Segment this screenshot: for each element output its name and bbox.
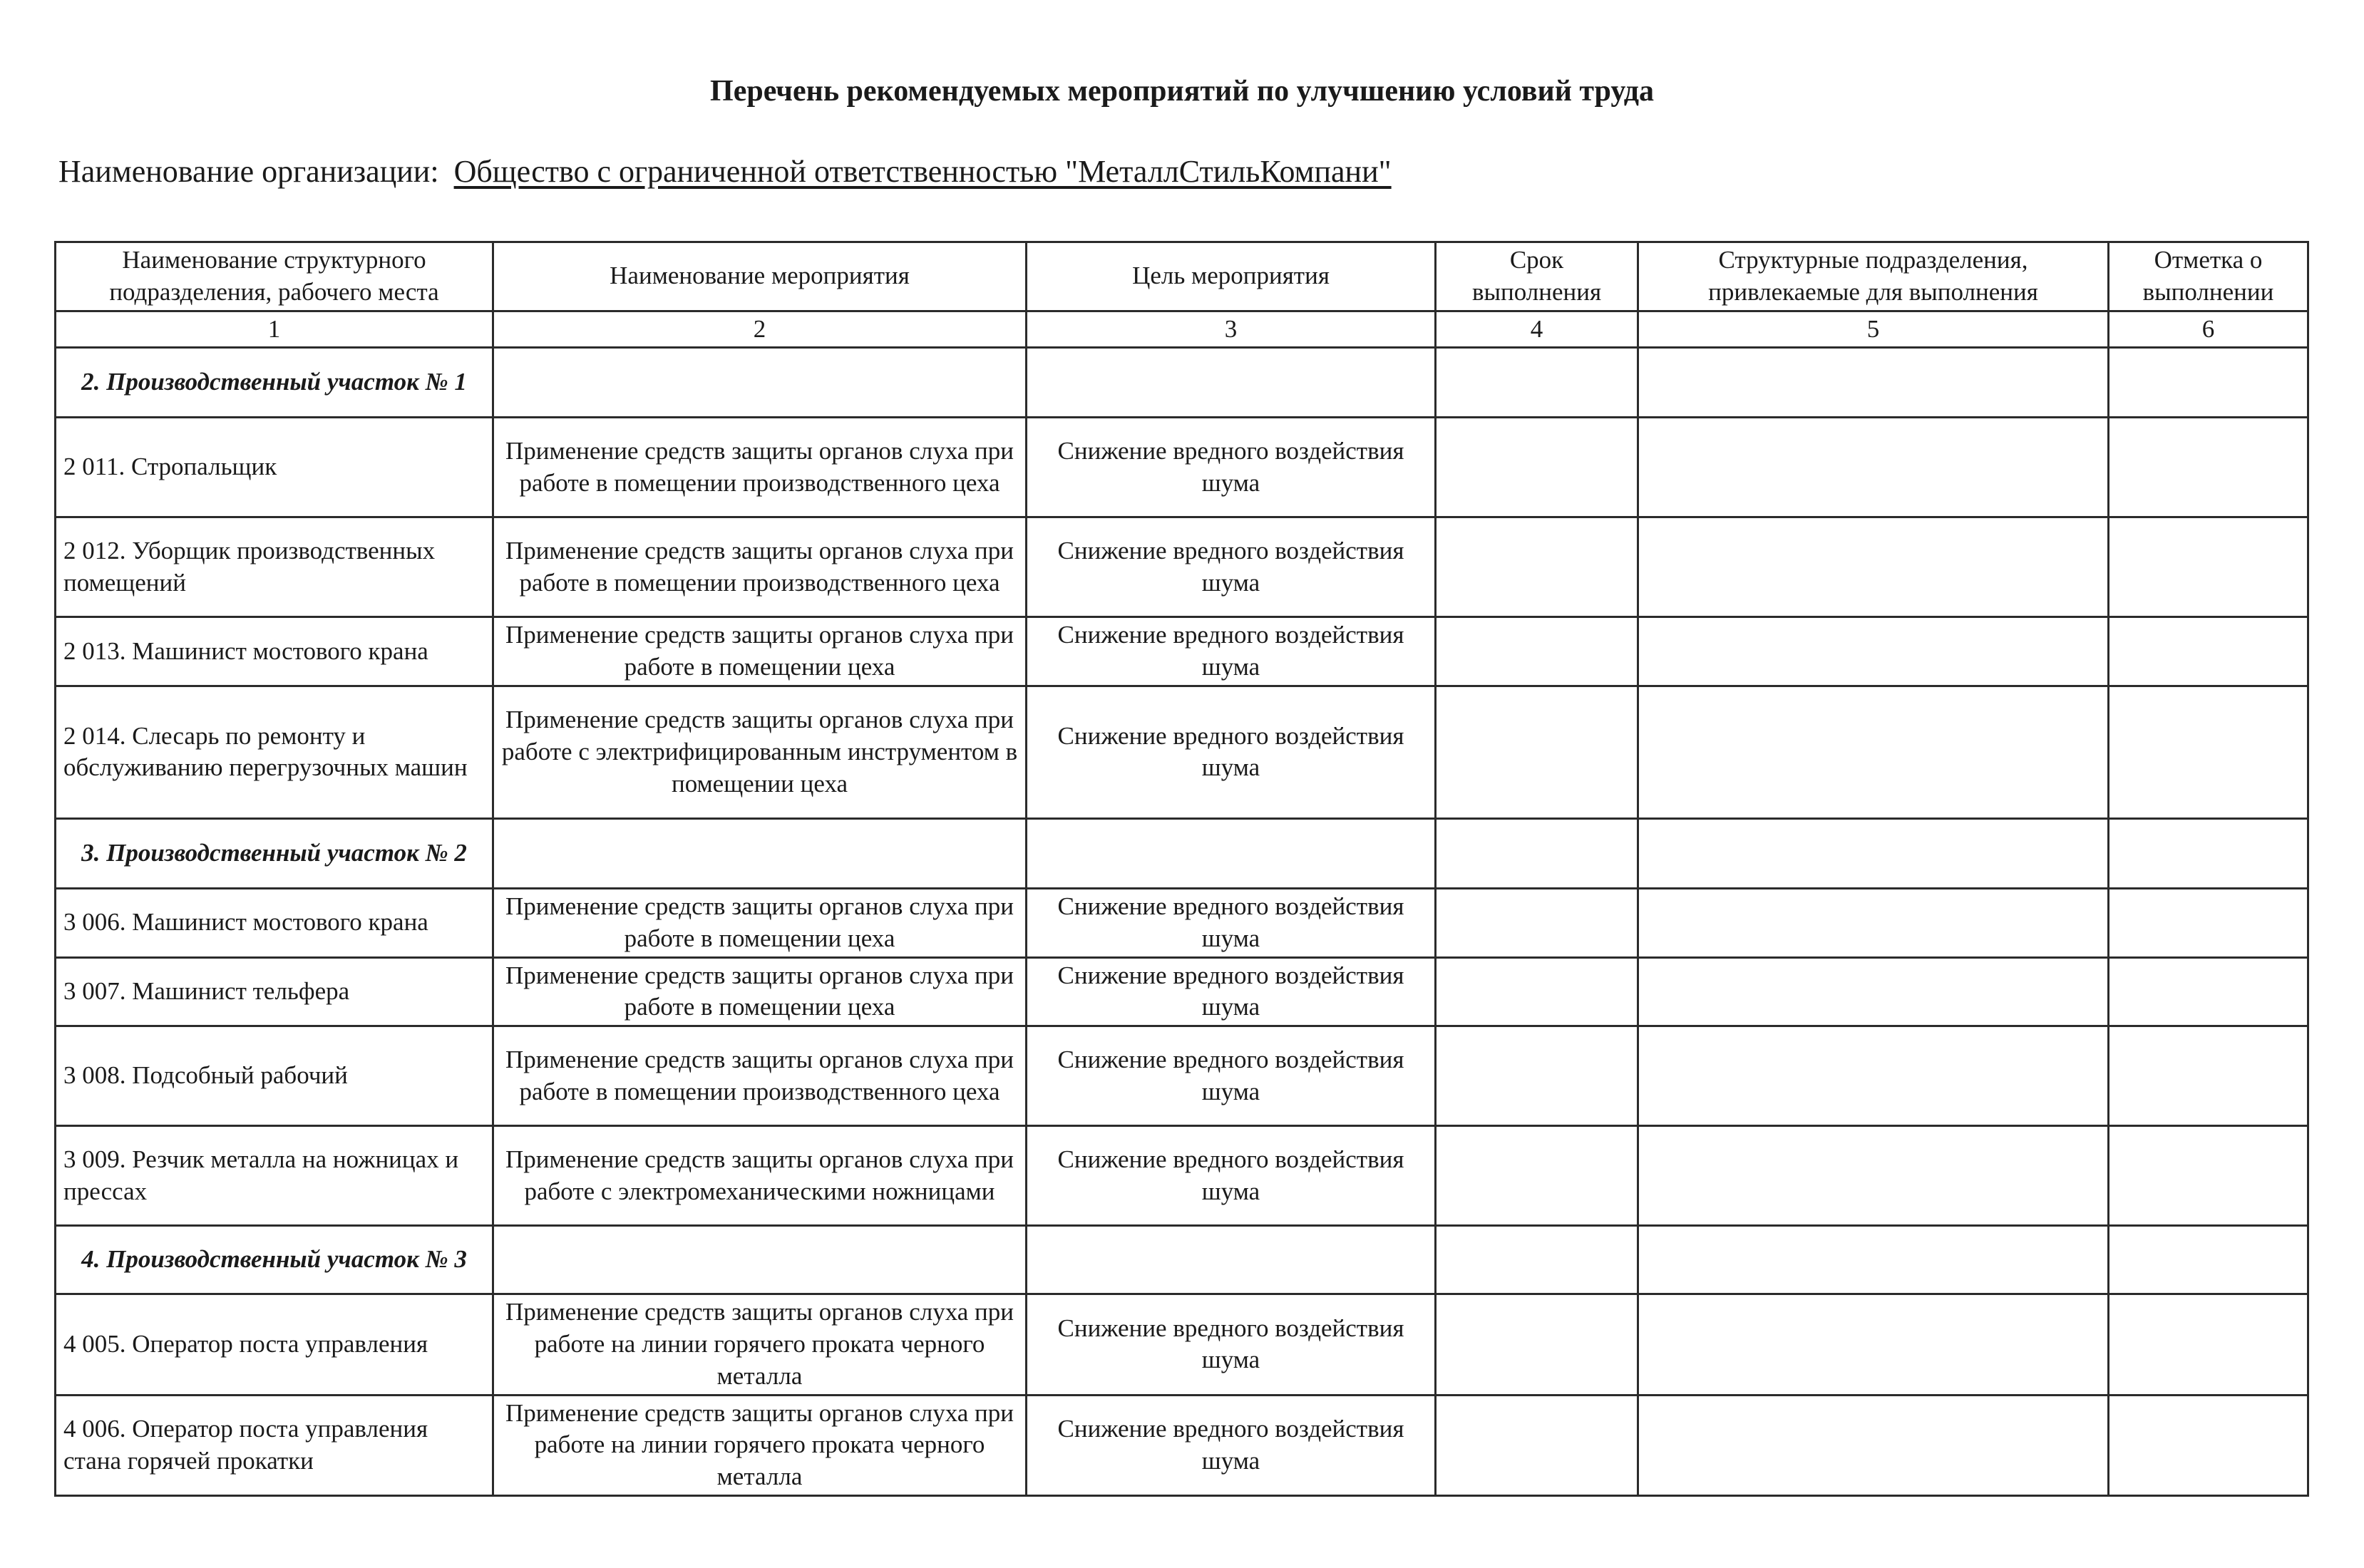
header-goal: Цель мероприятия [1027, 242, 1436, 311]
involved-units-cell [1638, 517, 2109, 617]
subdivision-cell: 4 006. Оператор поста управления стана горячей прокатки [56, 1395, 493, 1495]
measure-cell: Применение средств защиты органов слуха при работе в помещении цеха [493, 617, 1027, 686]
completion-mark-cell [2109, 1395, 2308, 1495]
subdivision-cell: 2 013. Машинист мостового крана [56, 617, 493, 686]
subdivision-cell: 2 011. Стропальщик [56, 418, 493, 517]
header-measure: Наименование мероприятия [493, 242, 1027, 311]
subdivision-cell: 3 006. Машинист мостового крана [56, 888, 493, 957]
completion-mark-cell [2109, 1226, 2308, 1294]
deadline-cell [1436, 1026, 1638, 1126]
organization-label: Наименование организации: [58, 154, 439, 189]
section-row [56, 1226, 2308, 1294]
subdivision-cell: 2. Производственный участок № 1 [56, 348, 493, 418]
subdivision-cell: 2 012. Уборщик производственных помещений [56, 517, 493, 617]
measure-cell: Применение средств защиты органов слуха при работе в помещении производственного цеха [493, 517, 1027, 617]
measure-cell: Применение средств защиты органов слуха при работе на линии горячего проката черного металла [493, 1395, 1027, 1495]
involved-units-cell [1638, 348, 2109, 418]
deadline-cell [1436, 1294, 1638, 1395]
goal-cell: Снижение вредного воздействия шума [1027, 1395, 1436, 1495]
column-number: 4 [1436, 311, 1638, 348]
column-number-row [56, 311, 2308, 348]
table-row [56, 1126, 2308, 1226]
goal-cell: Снижение вредного воздействия шума [1027, 1126, 1436, 1226]
subdivision-cell: 4 005. Оператор поста управления [56, 1294, 493, 1395]
deadline-cell [1436, 818, 1638, 888]
goal-cell: Снижение вредного воздействия шума [1027, 686, 1436, 818]
completion-mark-cell [2109, 1294, 2308, 1395]
table-row [56, 617, 2308, 686]
goal-cell: Снижение вредного воздействия шума [1027, 617, 1436, 686]
column-number: 5 [1638, 311, 2109, 348]
header-subdivision: Наименование структурного подразделения, рабочего места [56, 242, 493, 311]
completion-mark-cell [2109, 418, 2308, 517]
measure-cell: Применение средств защиты органов слуха при работе в помещении цеха [493, 957, 1027, 1026]
deadline-cell [1436, 957, 1638, 1026]
completion-mark-cell [2109, 957, 2308, 1026]
measure-cell: Применение средств защиты органов слуха при работе с электромеханическими ножницами [493, 1126, 1027, 1226]
completion-mark-cell [2109, 686, 2308, 818]
measure-cell: Применение средств защиты органов слуха при работе в помещении цеха [493, 888, 1027, 957]
completion-mark-cell [2109, 517, 2308, 617]
completion-mark-cell [2109, 818, 2308, 888]
goal-cell: Снижение вредного воздействия шума [1027, 888, 1436, 957]
deadline-cell [1436, 517, 1638, 617]
measure-cell: Применение средств защиты органов слуха при работе в помещении производственного цеха [493, 418, 1027, 517]
completion-mark-cell [2109, 348, 2308, 418]
involved-units-cell [1638, 957, 2109, 1026]
organization-line [58, 153, 1392, 190]
table-row [56, 517, 2308, 617]
table-row [56, 888, 2308, 957]
goal-cell: Снижение вредного воздействия шума [1027, 418, 1436, 517]
completion-mark-cell [2109, 617, 2308, 686]
table-header-row [56, 242, 2308, 311]
goal-cell: Снижение вредного воздействия шума [1027, 1294, 1436, 1395]
goal-cell: Снижение вредного воздействия шума [1027, 517, 1436, 617]
header-deadline: Срок выполнения [1436, 242, 1638, 311]
deadline-cell [1436, 348, 1638, 418]
involved-units-cell [1638, 1026, 2109, 1126]
measure-cell: Применение средств защиты органов слуха при работе с электрифицированным инструментом в помещении цеха [493, 686, 1027, 818]
table-row [56, 686, 2308, 818]
goal-cell: Снижение вредного воздействия шума [1027, 1026, 1436, 1126]
measures-table [54, 241, 2309, 1497]
goal-cell [1027, 348, 1436, 418]
measure-cell: Применение средств защиты органов слуха при работе в помещении производственного цеха [493, 1026, 1027, 1126]
involved-units-cell [1638, 617, 2109, 686]
organization-name: Общество с ограниченной ответственностью "МеталлСтильКомпани" [453, 154, 1392, 189]
involved-units-cell [1638, 686, 2109, 818]
table-body [56, 311, 2308, 1495]
subdivision-cell: 3 008. Подсобный рабочий [56, 1026, 493, 1126]
goal-cell: Снижение вредного воздействия шума [1027, 957, 1436, 1026]
deadline-cell [1436, 617, 1638, 686]
table-row [56, 418, 2308, 517]
document-title: Перечень рекомендуемых мероприятий по улучшению условий труда [710, 75, 1654, 108]
deadline-cell [1436, 888, 1638, 957]
measure-cell [493, 818, 1027, 888]
goal-cell [1027, 818, 1436, 888]
measure-cell [493, 1226, 1027, 1294]
table-row [56, 1294, 2308, 1395]
involved-units-cell [1638, 1395, 2109, 1495]
subdivision-cell: 2 014. Слесарь по ремонту и обслуживанию перегрузочных машин [56, 686, 493, 818]
table-row [56, 1026, 2308, 1126]
column-number: 2 [493, 311, 1027, 348]
goal-cell [1027, 1226, 1436, 1294]
completion-mark-cell [2109, 1026, 2308, 1126]
measure-cell: Применение средств защиты органов слуха при работе на линии горячего проката черного металла [493, 1294, 1027, 1395]
table-row [56, 957, 2308, 1026]
deadline-cell [1436, 686, 1638, 818]
subdivision-cell: 4. Производственный участок № 3 [56, 1226, 493, 1294]
subdivision-cell: 3 007. Машинист тельфера [56, 957, 493, 1026]
column-number: 1 [56, 311, 493, 348]
deadline-cell [1436, 1395, 1638, 1495]
subdivision-cell: 3 009. Резчик металла на ножницах и прессах [56, 1126, 493, 1226]
deadline-cell [1436, 1126, 1638, 1226]
column-number: 6 [2109, 311, 2308, 348]
column-number: 3 [1027, 311, 1436, 348]
deadline-cell [1436, 1226, 1638, 1294]
subdivision-cell: 3. Производственный участок № 2 [56, 818, 493, 888]
completion-mark-cell [2109, 1126, 2308, 1226]
section-row [56, 348, 2308, 418]
involved-units-cell [1638, 1126, 2109, 1226]
completion-mark-cell [2109, 888, 2308, 957]
deadline-cell [1436, 418, 1638, 517]
involved-units-cell [1638, 1226, 2109, 1294]
header-completion-mark: Отметка о выполнении [2109, 242, 2308, 311]
header-involved-units: Структурные подразделения, привлекаемые для выполнения [1638, 242, 2109, 311]
involved-units-cell [1638, 888, 2109, 957]
involved-units-cell [1638, 418, 2109, 517]
measure-cell [493, 348, 1027, 418]
section-row [56, 818, 2308, 888]
involved-units-cell [1638, 818, 2109, 888]
table-row [56, 1395, 2308, 1495]
involved-units-cell [1638, 1294, 2109, 1395]
